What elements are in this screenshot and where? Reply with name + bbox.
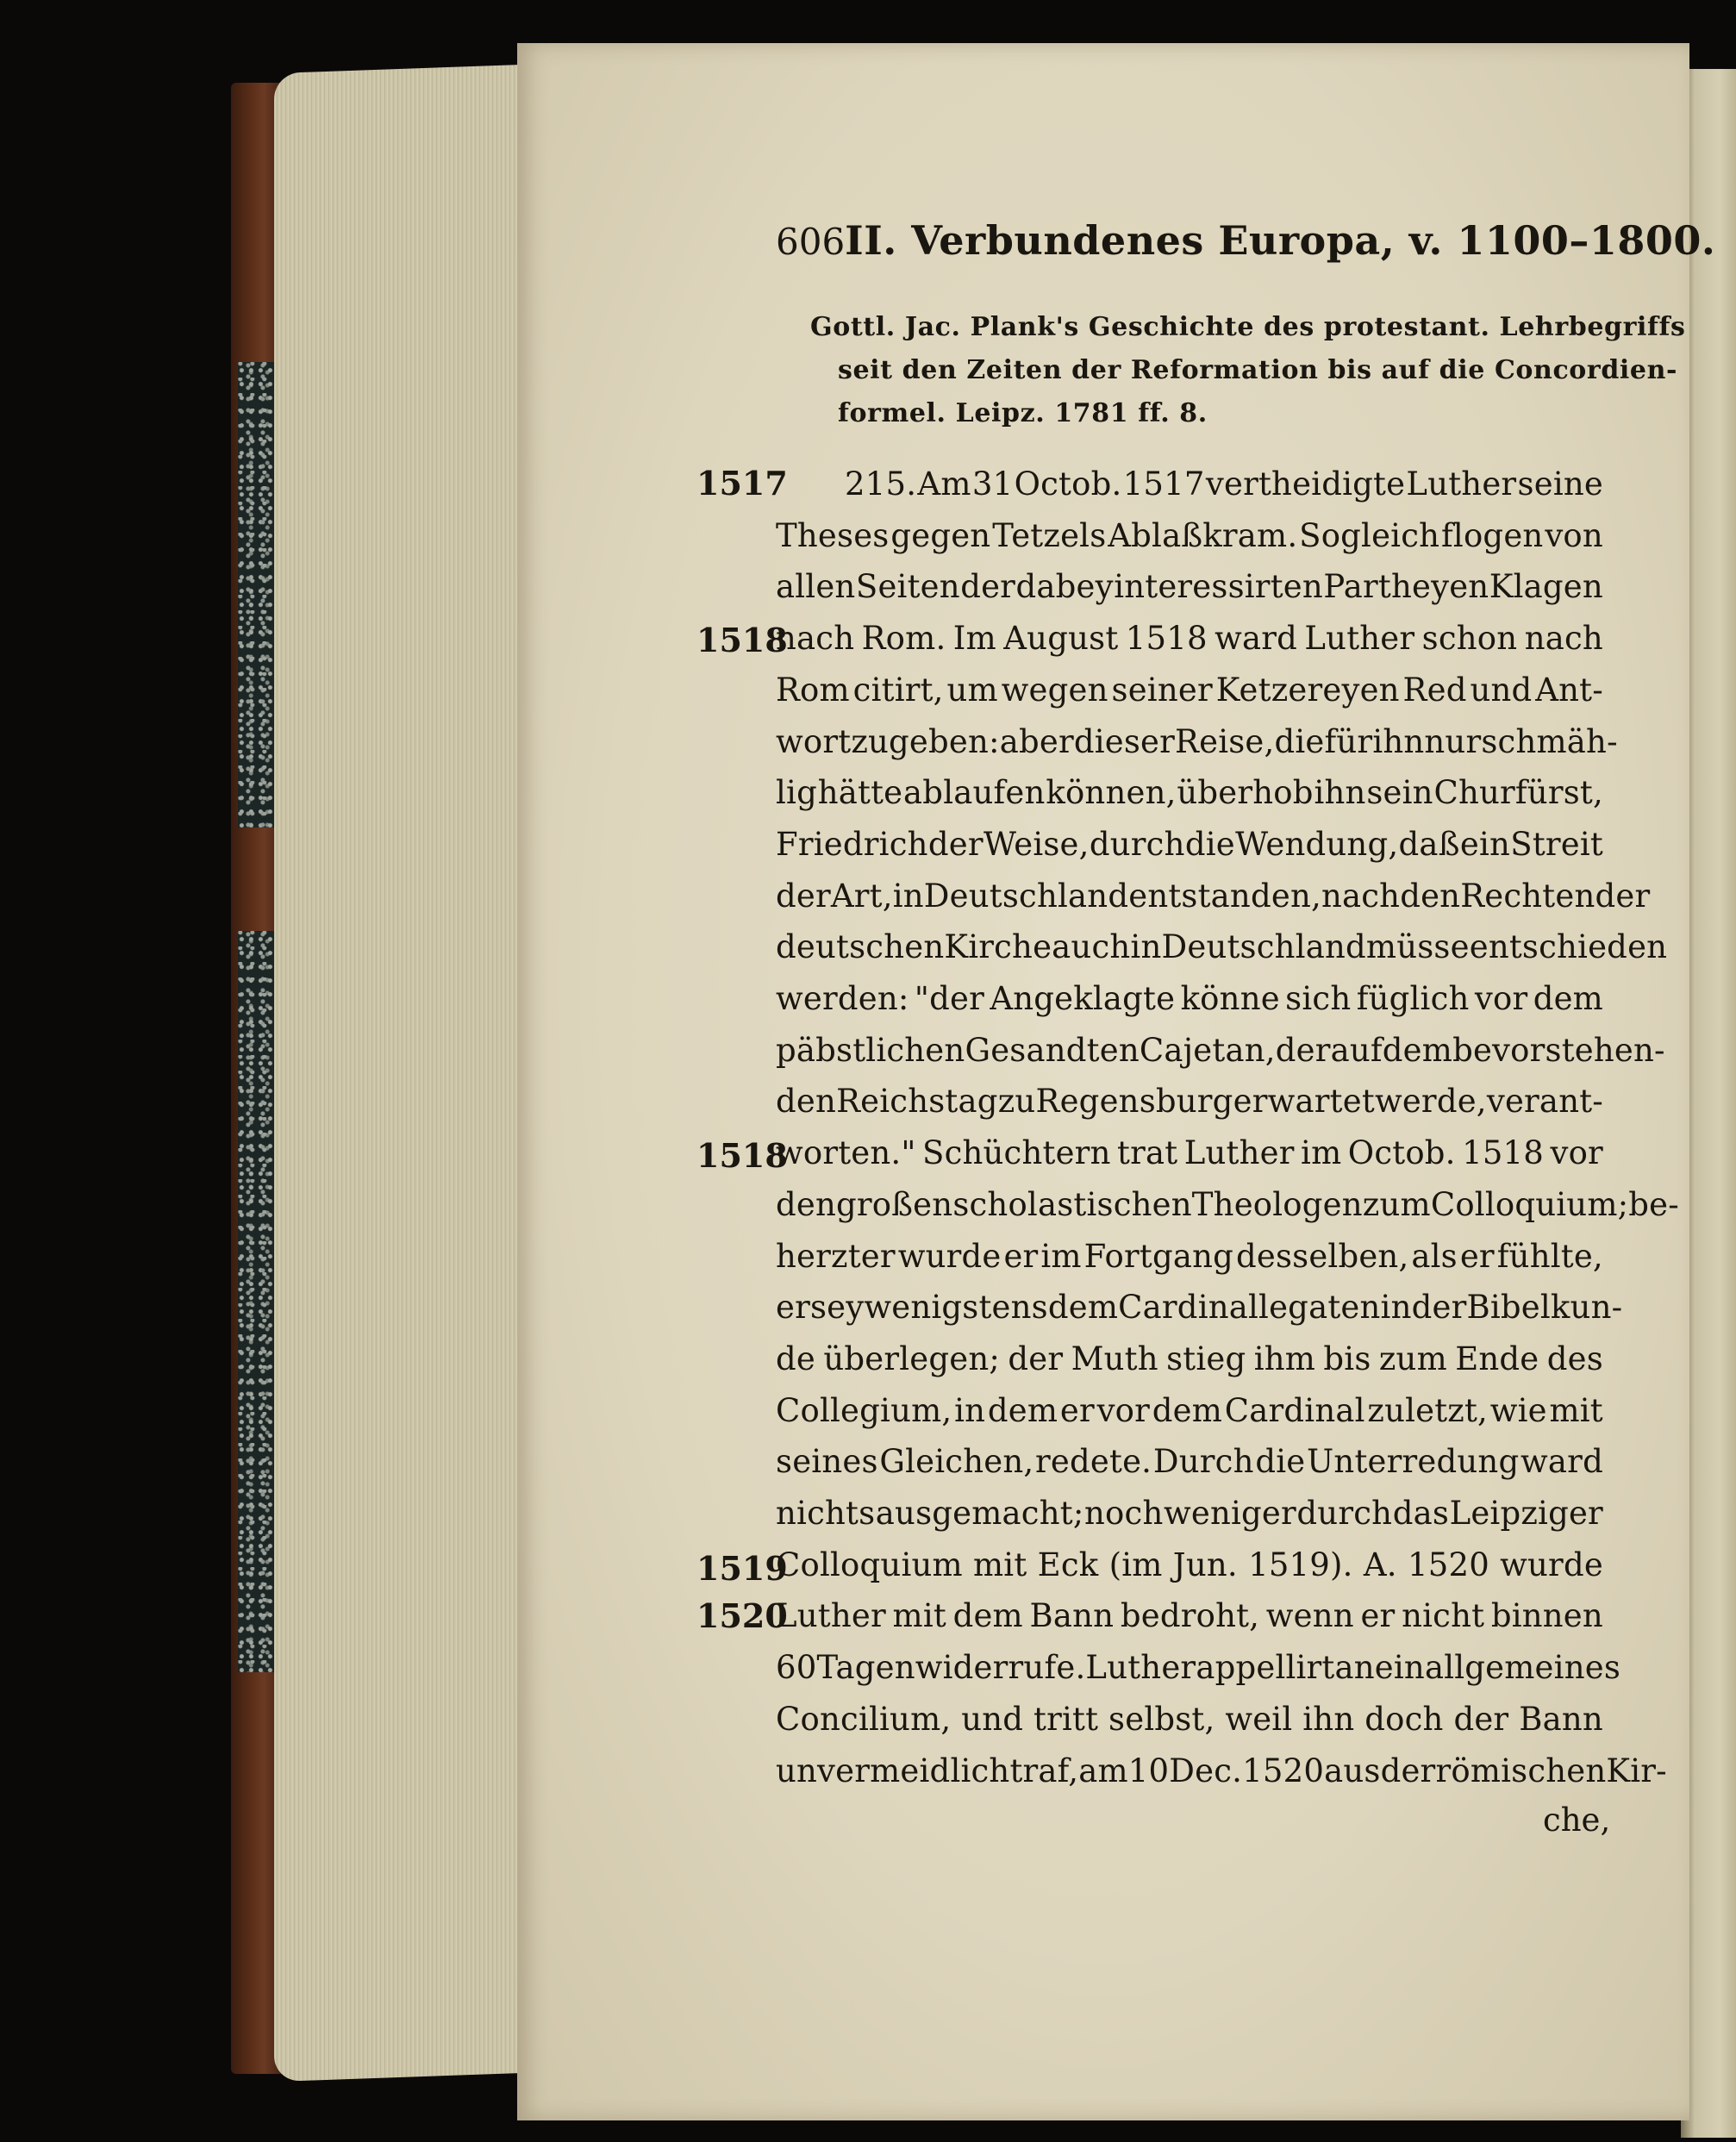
body-line: Friedrich der Weise, durch die Wendung, daß ein Streit xyxy=(776,825,1603,863)
body-line: seines Gleichen, redete. Durch die Unterredung ward xyxy=(776,1443,1603,1481)
bibliography-line: formel. Leipz. 1781 ff. 8. xyxy=(838,398,1208,428)
body-line: wort zu geben: aber dieser Reise, die für ihn nur schmäh- xyxy=(776,722,1618,760)
body-line: 215. Am 31 Octob. 1517 vertheidigte Luther seine xyxy=(845,465,1603,503)
body-line: 60 Tagen widerrufe. Luther appellirt an ein allgemeines xyxy=(776,1649,1621,1687)
body-line: er sey wenigstens dem Cardinallegaten in der Bibelkun- xyxy=(776,1289,1623,1327)
running-title: II. Verbundenes Europa, v. 1100–1800. xyxy=(845,217,1716,264)
margin-year: 1518 xyxy=(696,621,788,659)
body-line: der Art, in Deutschland entstanden, nach den Rechten der xyxy=(776,877,1651,915)
body-line: nach Rom. Im August 1518 ward Luther schon nach xyxy=(776,620,1603,658)
page-number: 606 xyxy=(776,221,846,263)
margin-year: 1519 xyxy=(696,1549,788,1588)
body-line: lig hätte ablaufen können, überhob ihn sein Churfürst, xyxy=(776,774,1603,812)
body-line: Rom citirt, um wegen seiner Ketzereyen Red und Ant- xyxy=(776,671,1603,709)
bibliography-line: Gottl. Jac. Plank's Geschichte des protestant. Lehrbegriffs xyxy=(810,312,1686,342)
body-line: den großen scholastischen Theologen zum Colloquium; be- xyxy=(776,1185,1679,1223)
body-line: herzter wurde er im Fortgang desselben, als er fühlte, xyxy=(776,1237,1603,1275)
catchword: che, xyxy=(1543,1802,1611,1839)
body-line: Concilium, und tritt selbst, weil ihn doch der Bann xyxy=(776,1700,1603,1738)
margin-year: 1518 xyxy=(696,1136,788,1175)
body-line: päbstlichen Gesandten Cajetan, der auf dem bevorstehen- xyxy=(776,1031,1665,1069)
margin-year: 1520 xyxy=(696,1596,788,1635)
margin-year: 1517 xyxy=(696,464,788,503)
body-line: Colloquium mit Eck (im Jun. 1519). A. 1520 wurde xyxy=(776,1546,1603,1583)
body-line: den Reichstag zu Regensburg erwartet werde, verant- xyxy=(776,1083,1603,1121)
body-line: Theses gegen Tetzels Ablaßkram. Sogleich flogen von xyxy=(776,516,1603,554)
body-line: werden: "der Angeklagte könne sich füglich vor dem xyxy=(776,980,1603,1017)
body-line: unvermeidlich traf, am 10 Dec. 1520 aus der römischen Kir- xyxy=(776,1752,1667,1789)
body-line: de überlegen; der Muth stieg ihm bis zum Ende des xyxy=(776,1340,1603,1377)
body-line: worten." Schüchtern trat Luther im Octob. 1518 vor xyxy=(776,1134,1603,1172)
body-line: Luther mit dem Bann bedroht, wenn er nicht binnen xyxy=(776,1597,1603,1635)
body-line: nichts ausgemacht; noch weniger durch das Leipziger xyxy=(776,1495,1603,1532)
running-header xyxy=(776,217,1716,269)
body-line: Collegium, in dem er vor dem Cardinal zuletzt, wie mit xyxy=(776,1391,1603,1429)
body-line: allen Seiten der dabey interessirten Partheyen Klagen xyxy=(776,568,1603,606)
body-line: deutschen Kirche auch in Deutschland müsse entschieden xyxy=(776,928,1668,966)
bibliography-line: seit den Zeiten der Reformation bis auf die Concordien- xyxy=(838,355,1678,385)
